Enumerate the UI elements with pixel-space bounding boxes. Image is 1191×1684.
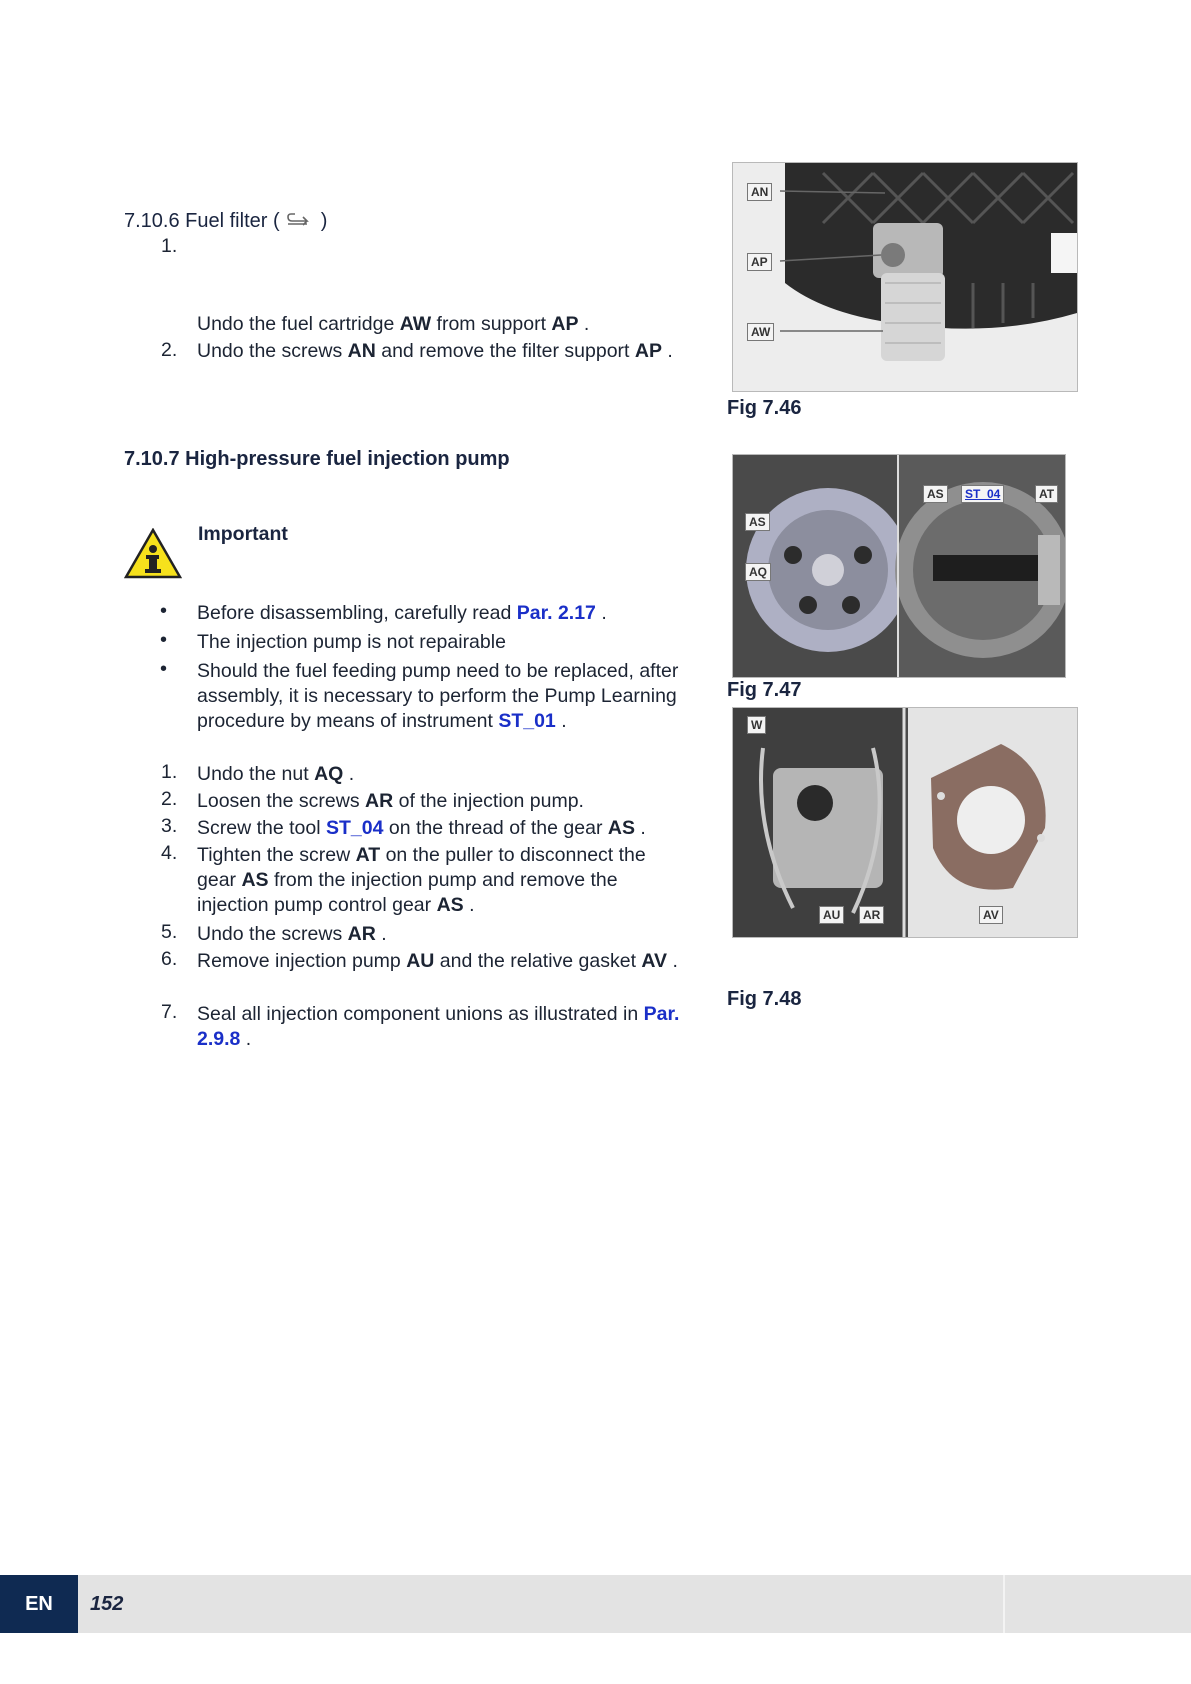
text-run: from the injection pump and remove the injection pump control gear	[197, 869, 618, 916]
step-number: 4.	[161, 842, 178, 864]
text-run: and the relative gasket	[434, 950, 642, 972]
text-run: .	[634, 817, 646, 839]
callout-label: AS	[745, 513, 770, 531]
callout-label: AS	[923, 485, 948, 503]
text-run: .	[343, 763, 355, 785]
figure-7-47-image	[732, 454, 1066, 678]
text-run: Undo the screws	[197, 923, 348, 945]
callout-label: AP	[747, 253, 772, 271]
step-text	[197, 922, 707, 947]
text-run: The injection pump is not repairable	[197, 631, 506, 653]
text-run: and remove the filter support	[375, 340, 635, 362]
text-run: .	[661, 340, 673, 362]
component-code: AP	[551, 313, 579, 335]
component-code: AN	[347, 340, 376, 362]
arrow-icon	[285, 212, 315, 236]
warning-info-icon	[124, 528, 182, 585]
step-text	[197, 949, 702, 974]
text-run: Undo the nut	[197, 763, 315, 785]
figure-caption: Fig 7.46	[727, 397, 802, 419]
footer-divider	[1003, 1575, 1005, 1633]
text-run: Loosen the screws	[197, 790, 366, 812]
component-code: AV	[641, 950, 668, 972]
component-code: AS	[436, 894, 464, 916]
figure-7-46-image	[732, 162, 1078, 392]
component-code: AQ	[314, 763, 344, 785]
text-run: .	[463, 894, 475, 916]
section-heading-fuel-filter: 7.10.6 Fuel filter ( )	[124, 210, 327, 236]
reference-link[interactable]: ST_04	[325, 817, 384, 839]
reference-link[interactable]: Par. 2.9.8	[197, 1003, 680, 1050]
bullet-text	[197, 601, 707, 626]
reference-link[interactable]: Par. 2.17	[516, 602, 596, 624]
step-number: 6.	[161, 948, 178, 970]
callout-label: AQ	[745, 563, 771, 581]
reference-link[interactable]: ST_01	[498, 710, 556, 732]
step-text	[197, 816, 707, 841]
text-run: Before disassembling, carefully read	[197, 602, 517, 624]
text-run: Undo the fuel cartridge	[197, 313, 400, 335]
text-run: .	[578, 313, 590, 335]
text-run: Seal all injection component unions as illustrated in	[197, 1003, 644, 1025]
callout-label: AU	[819, 906, 844, 924]
component-code: AP	[634, 340, 662, 362]
component-code: AR	[365, 790, 394, 812]
text-run: .	[555, 710, 567, 732]
figure-caption: Fig 7.47	[727, 679, 802, 701]
callout-label: AV	[979, 906, 1003, 924]
callout-label: AR	[859, 906, 884, 924]
text-run: Tighten the screw	[197, 844, 356, 866]
step-text	[197, 312, 687, 337]
text-run: .	[375, 923, 387, 945]
footer-language: EN	[0, 1575, 78, 1633]
component-code: AT	[355, 844, 381, 866]
component-code: AW	[399, 313, 432, 335]
callout-label-tool: ST_04	[961, 485, 1004, 503]
callout-label: AT	[1035, 485, 1058, 503]
callout-label: W	[747, 716, 766, 734]
step-text	[197, 789, 707, 814]
figure-7-48-image	[732, 707, 1078, 938]
text-run: of the injection pump.	[393, 790, 584, 812]
component-code: AS	[241, 869, 269, 891]
text-run: Undo the screws	[197, 340, 348, 362]
text-run: Screw the tool	[197, 817, 326, 839]
bullet: •	[160, 629, 168, 651]
step-number: 2.	[161, 788, 178, 810]
bullet-text	[197, 630, 707, 655]
step-number: 2.	[161, 339, 178, 361]
text-run: on the puller to disconnect the gear	[197, 844, 646, 891]
text-run: from support	[431, 313, 552, 335]
text-run: .	[667, 950, 678, 972]
bullet: •	[160, 600, 168, 622]
page-number: 152	[90, 1593, 124, 1615]
text-run: Should the fuel feeding pump need to be replaced, after assembly, it is necessary to perform the Pump Learning procedure by means of instrument	[197, 660, 679, 732]
step-text	[197, 762, 707, 787]
component-code: AS	[607, 817, 635, 839]
footer-bar	[0, 1575, 1191, 1633]
section-heading-injection-pump: 7.10.7 High-pressure fuel injection pump	[124, 448, 510, 470]
step-text	[197, 843, 687, 918]
component-code: AR	[347, 923, 376, 945]
text-run: .	[240, 1028, 252, 1050]
step-number: 7.	[161, 1001, 178, 1023]
bullet-text	[197, 659, 707, 734]
important-label: Important	[198, 523, 288, 545]
callout-label: AW	[747, 323, 774, 341]
text-run: Remove injection pump	[197, 950, 407, 972]
step-number: 1.	[161, 235, 178, 257]
component-code: AU	[406, 950, 435, 972]
callout-label: AN	[747, 183, 772, 201]
step-text	[197, 1002, 707, 1052]
step-number: 1.	[161, 761, 178, 783]
step-number: 3.	[161, 815, 178, 837]
text-run: on the thread of the gear	[383, 817, 608, 839]
figure-caption: Fig 7.48	[727, 988, 802, 1010]
step-text	[197, 339, 697, 364]
bullet: •	[160, 658, 168, 680]
text-run: .	[595, 602, 607, 624]
step-number: 5.	[161, 921, 178, 943]
